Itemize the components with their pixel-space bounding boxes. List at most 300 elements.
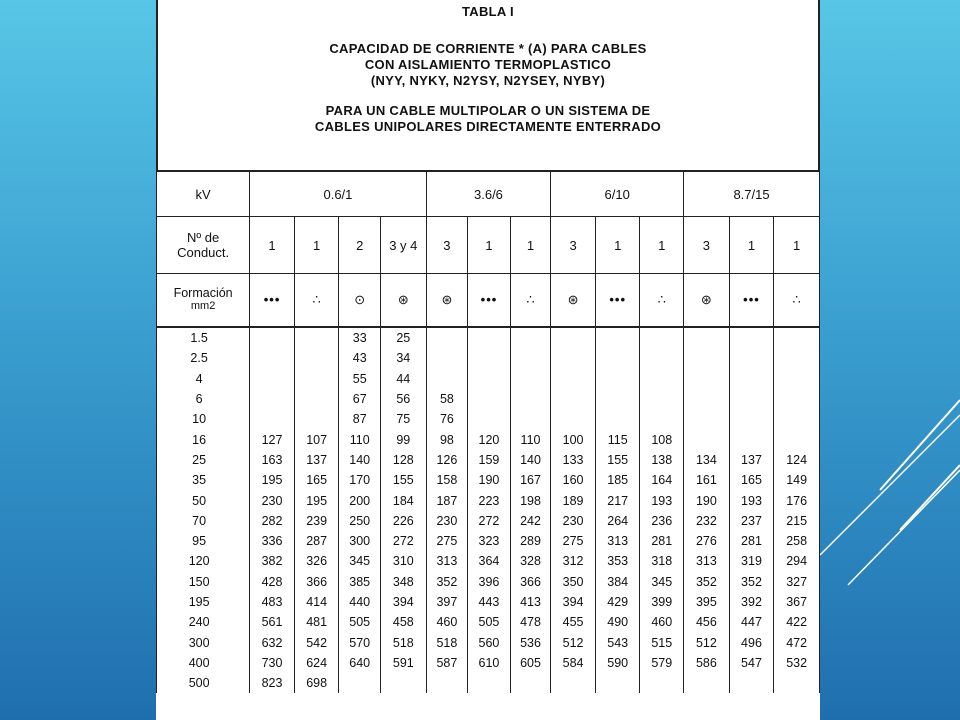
ampacity-cell: 483 [250, 592, 295, 612]
ampacity-cell: 310 [380, 551, 426, 571]
ampacity-cell: 313 [684, 551, 730, 571]
ampacity-cell: 591 [380, 653, 426, 673]
ampacity-cell [640, 673, 684, 693]
ampacity-cell [510, 389, 551, 409]
ampacity-cell: 160 [551, 470, 596, 490]
ampacity-cell [551, 348, 596, 368]
ampacity-cell: 345 [640, 572, 684, 592]
ampacity-cell: 242 [510, 511, 551, 531]
conductor-count-cell: 3 [426, 217, 468, 274]
document-title [158, 41, 818, 89]
ampacity-cell: 698 [294, 673, 339, 693]
ampacity-cell [380, 673, 426, 693]
ampacity-cell: 258 [774, 531, 820, 551]
ampacity-cell: 542 [294, 632, 339, 652]
ampacity-cell [426, 369, 468, 389]
ampacity-cell [294, 348, 339, 368]
ampacity-cell: 300 [339, 531, 381, 551]
ampacity-cell: 352 [426, 572, 468, 592]
ampacity-cell: 137 [729, 450, 774, 470]
ampacity-cell [510, 369, 551, 389]
ampacity-cell [684, 409, 730, 429]
ampacity-cell: 515 [640, 632, 684, 652]
title-line-3: (NYY, NYKY, N2YSY, N2YSEY, NYBY) [370, 73, 606, 88]
section-mm2-cell: 4 [157, 369, 250, 389]
table-row [157, 470, 820, 490]
ampacity-cell: 193 [729, 490, 774, 510]
ampacity-cell: 232 [684, 511, 730, 531]
table-label: TABLA I [462, 4, 514, 19]
table-row [157, 369, 820, 389]
ampacity-cell: 532 [774, 653, 820, 673]
ampacity-cell: 276 [684, 531, 730, 551]
table-row [157, 551, 820, 571]
ampacity-cell: 33 [339, 327, 381, 348]
ampacity-cell: 239 [294, 511, 339, 531]
ampacity-cell: 584 [551, 653, 596, 673]
ampacity-cell [468, 348, 511, 368]
section-mm2-cell: 35 [157, 470, 250, 490]
table-row [157, 348, 820, 368]
section-mm2-cell: 16 [157, 429, 250, 449]
ampacity-cell [729, 327, 774, 348]
formation-cell [684, 274, 730, 328]
formation-cell [640, 274, 684, 328]
formation-label-line-1: Formación [173, 286, 233, 300]
multi-core-icon: ⊛ [397, 292, 409, 307]
section-mm2-cell: 240 [157, 612, 250, 632]
ampacity-cell: 590 [595, 653, 640, 673]
ampacity-cell: 76 [426, 409, 468, 429]
ampacity-cell [640, 369, 684, 389]
ampacity-cell: 632 [250, 632, 295, 652]
formation-cell [774, 274, 820, 328]
ampacity-cell: 155 [595, 450, 640, 470]
ampacity-cell: 170 [339, 470, 381, 490]
ampacity-cell: 587 [426, 653, 468, 673]
ampacity-cell: 115 [595, 429, 640, 449]
ampacity-cell [339, 673, 381, 693]
conductor-count-cell: 1 [640, 217, 684, 274]
ampacity-cell: 198 [510, 490, 551, 510]
conductor-count-cell: 1 [729, 217, 774, 274]
ampacity-cell [684, 327, 730, 348]
conductor-count-cell: 3 [551, 217, 596, 274]
ampacity-cell: 138 [640, 450, 684, 470]
formation-row [157, 274, 820, 328]
ampacity-cell: 319 [729, 551, 774, 571]
ampacity-cell [250, 369, 295, 389]
ampacity-cell: 140 [339, 450, 381, 470]
ampacity-cell: 560 [468, 632, 511, 652]
ampacity-cell: 289 [510, 531, 551, 551]
ampacity-cell [729, 409, 774, 429]
ampacity-cell: 447 [729, 612, 774, 632]
ampacity-cell: 127 [250, 429, 295, 449]
subtitle-line-2: CABLES UNIPOLARES DIRECTAMENTE ENTERRADO [314, 119, 662, 134]
ampacity-cell: 352 [729, 572, 774, 592]
ampacity-cell: 536 [510, 632, 551, 652]
kv-label: kV [157, 171, 250, 217]
ampacity-cell [684, 348, 730, 368]
ampacity-cell: 579 [640, 653, 684, 673]
ampacity-cell: 327 [774, 572, 820, 592]
ampacity-cell: 505 [339, 612, 381, 632]
ampacity-cell [468, 389, 511, 409]
ampacity-cell: 730 [250, 653, 295, 673]
ampacity-cell: 312 [551, 551, 596, 571]
ampacity-cell: 55 [339, 369, 381, 389]
voltage-row [157, 171, 820, 217]
ampacity-cell: 345 [339, 551, 381, 571]
ampacity-cell: 481 [294, 612, 339, 632]
ampacity-cell: 624 [294, 653, 339, 673]
conductors-label-line-1: Nº de [187, 230, 220, 245]
section-mm2-cell: 150 [157, 572, 250, 592]
ampacity-cell [250, 348, 295, 368]
ampacity-cell: 176 [774, 490, 820, 510]
ampacity-cell [729, 673, 774, 693]
ampacity-cell: 367 [774, 592, 820, 612]
ampacity-cell: 364 [468, 551, 511, 571]
ampacity-cell [595, 348, 640, 368]
conductor-count-cell: 3 y 4 [380, 217, 426, 274]
ampacity-cell: 505 [468, 612, 511, 632]
ampacity-cell: 382 [250, 551, 295, 571]
ampacity-cell [250, 327, 295, 348]
ampacity-cell: 353 [595, 551, 640, 571]
ampacity-cell [294, 369, 339, 389]
ampacity-cell [426, 673, 468, 693]
ampacity-cell: 230 [426, 511, 468, 531]
ampacity-cell [640, 389, 684, 409]
section-mm2-cell: 25 [157, 450, 250, 470]
ampacity-cell: 167 [510, 470, 551, 490]
ampacity-cell: 518 [426, 632, 468, 652]
ampacity-cell [774, 409, 820, 429]
conductor-count-cell: 1 [774, 217, 820, 274]
ampacity-cell: 67 [339, 389, 381, 409]
ampacity-cell: 140 [510, 450, 551, 470]
section-mm2-cell: 400 [157, 653, 250, 673]
ampacity-cell: 87 [339, 409, 381, 429]
conductors-label [157, 217, 250, 274]
ampacity-cell: 237 [729, 511, 774, 531]
ampacity-cell: 230 [250, 490, 295, 510]
ampacity-cell: 223 [468, 490, 511, 510]
ampacity-cell: 395 [684, 592, 730, 612]
scanned-table-document [156, 0, 820, 720]
section-mm2-cell: 300 [157, 632, 250, 652]
conductor-count-cell: 1 [250, 217, 295, 274]
section-mm2-cell: 50 [157, 490, 250, 510]
ampacity-cell: 190 [684, 490, 730, 510]
ampacity-cell: 128 [380, 450, 426, 470]
ampacity-cell: 478 [510, 612, 551, 632]
decorative-lines [820, 0, 960, 720]
flat-icon: ••• [609, 292, 627, 307]
table-row [157, 490, 820, 510]
conductors-row [157, 217, 820, 274]
ampacity-cell: 512 [684, 632, 730, 652]
ampacity-cell [468, 369, 511, 389]
section-mm2-cell: 95 [157, 531, 250, 551]
ampacity-cell: 110 [339, 429, 381, 449]
ampacity-cell [595, 409, 640, 429]
document-header [156, 0, 820, 170]
ampacity-cell [684, 673, 730, 693]
ampacity-cell [684, 429, 730, 449]
ampacity-cell: 56 [380, 389, 426, 409]
ampacity-cell [250, 409, 295, 429]
ampacity-cell: 294 [774, 551, 820, 571]
conductor-count-cell: 1 [595, 217, 640, 274]
ampacity-cell: 100 [551, 429, 596, 449]
conductor-count-cell: 1 [510, 217, 551, 274]
ampacity-cell: 561 [250, 612, 295, 632]
ampacity-cell [468, 327, 511, 348]
ampacity-cell: 155 [380, 470, 426, 490]
document-subtitle [158, 103, 818, 135]
ampacity-cell: 547 [729, 653, 774, 673]
ampacity-cell: 193 [640, 490, 684, 510]
ampacity-cell: 352 [684, 572, 730, 592]
ampacity-cell: 195 [250, 470, 295, 490]
ampacity-cell: 137 [294, 450, 339, 470]
ampacity-cell [468, 673, 511, 693]
conductor-count-cell: 3 [684, 217, 730, 274]
formation-cell [729, 274, 774, 328]
ampacity-cell [640, 409, 684, 429]
formation-label-line-2: mm2 [190, 300, 216, 312]
ampacity-cell: 394 [380, 592, 426, 612]
ampacity-cell [510, 327, 551, 348]
ampacity-cell: 120 [468, 429, 511, 449]
ampacity-cell [551, 327, 596, 348]
three-core-icon: ⊛ [700, 292, 712, 307]
ampacity-cell: 281 [729, 531, 774, 551]
ampacity-cell [551, 409, 596, 429]
ampacity-cell [729, 348, 774, 368]
formation-cell [380, 274, 426, 328]
ampacity-cell: 275 [426, 531, 468, 551]
table-row [157, 592, 820, 612]
ampacity-cell [595, 327, 640, 348]
ampacity-cell: 149 [774, 470, 820, 490]
section-mm2-cell: 10 [157, 409, 250, 429]
ampacity-cell: 25 [380, 327, 426, 348]
ampacity-cell [640, 327, 684, 348]
ampacity-cell [426, 327, 468, 348]
ampacity-cell: 230 [551, 511, 596, 531]
ampacity-cell [595, 389, 640, 409]
section-mm2-cell: 500 [157, 673, 250, 693]
ampacity-cell: 455 [551, 612, 596, 632]
ampacity-cell: 161 [684, 470, 730, 490]
ampacity-cell [729, 429, 774, 449]
section-mm2-cell: 70 [157, 511, 250, 531]
ampacity-cell: 610 [468, 653, 511, 673]
flat-icon: ••• [743, 292, 760, 307]
ampacity-cell [774, 348, 820, 368]
trefoil-icon: ∴ [657, 292, 666, 307]
section-mm2-cell: 1.5 [157, 327, 250, 348]
ampacity-cell: 413 [510, 592, 551, 612]
ampacity-cell: 392 [729, 592, 774, 612]
ampacity-cell: 215 [774, 511, 820, 531]
ampacity-cell: 264 [595, 511, 640, 531]
ampacity-cell: 217 [595, 490, 640, 510]
formation-cell [426, 274, 468, 328]
formation-cell [294, 274, 339, 328]
twin-core-icon: ⊙ [354, 292, 366, 307]
ampacity-cell: 43 [339, 348, 381, 368]
ampacity-cell [294, 409, 339, 429]
ampacity-cell: 195 [294, 490, 339, 510]
ampacity-cell: 394 [551, 592, 596, 612]
ampacity-cell: 133 [551, 450, 596, 470]
voltage-header: 0.6/1 [250, 171, 426, 217]
ampacity-cell: 165 [729, 470, 774, 490]
ampacity-cell [774, 429, 820, 449]
table-row [157, 389, 820, 409]
ampacity-cell [551, 389, 596, 409]
ampacity-cell: 185 [595, 470, 640, 490]
voltage-header: 6/10 [551, 171, 684, 217]
ampacity-cell: 107 [294, 429, 339, 449]
ampacity-cell: 126 [426, 450, 468, 470]
ampacity-cell [684, 369, 730, 389]
ampacity-cell: 236 [640, 511, 684, 531]
ampacity-cell: 422 [774, 612, 820, 632]
section-mm2-cell: 6 [157, 389, 250, 409]
ampacity-cell [468, 409, 511, 429]
table-row [157, 409, 820, 429]
ampacity-cell [595, 673, 640, 693]
ampacity-cell: 158 [426, 470, 468, 490]
section-mm2-cell: 195 [157, 592, 250, 612]
ampacity-cell: 58 [426, 389, 468, 409]
ampacity-cell: 472 [774, 632, 820, 652]
ampacity-cell: 287 [294, 531, 339, 551]
formation-cell [510, 274, 551, 328]
current-capacity-table [156, 170, 820, 693]
ampacity-cell [551, 369, 596, 389]
table-row [157, 450, 820, 470]
ampacity-cell: 496 [729, 632, 774, 652]
ampacity-cell [774, 369, 820, 389]
table-row [157, 612, 820, 632]
flat-trefoil-icon: ••• [263, 292, 281, 307]
formation-cell [250, 274, 295, 328]
ampacity-cell: 184 [380, 490, 426, 510]
ampacity-cell: 328 [510, 551, 551, 571]
ampacity-cell: 110 [510, 429, 551, 449]
trefoil-icon: ∴ [792, 292, 801, 307]
ampacity-cell: 823 [250, 673, 295, 693]
ampacity-cell: 586 [684, 653, 730, 673]
ampacity-cell [640, 348, 684, 368]
ampacity-cell: 399 [640, 592, 684, 612]
ampacity-cell: 44 [380, 369, 426, 389]
formation-label [157, 274, 250, 328]
ampacity-cell: 429 [595, 592, 640, 612]
ampacity-cell [595, 369, 640, 389]
ampacity-cell: 164 [640, 470, 684, 490]
ampacity-cell: 348 [380, 572, 426, 592]
ampacity-cell: 640 [339, 653, 381, 673]
ampacity-cell [426, 348, 468, 368]
ampacity-cell [510, 409, 551, 429]
ampacity-cell: 456 [684, 612, 730, 632]
ampacity-cell [551, 673, 596, 693]
ampacity-cell: 159 [468, 450, 511, 470]
ampacity-cell: 460 [426, 612, 468, 632]
ampacity-cell [250, 389, 295, 409]
table-row [157, 531, 820, 551]
voltage-header: 3.6/6 [426, 171, 551, 217]
table-row [157, 673, 820, 693]
ampacity-cell: 189 [551, 490, 596, 510]
ampacity-cell [774, 327, 820, 348]
conductor-count-cell: 1 [468, 217, 511, 274]
ampacity-cell: 163 [250, 450, 295, 470]
ampacity-cell: 313 [426, 551, 468, 571]
ampacity-cell [294, 327, 339, 348]
ampacity-cell [510, 673, 551, 693]
ampacity-cell: 318 [640, 551, 684, 571]
ampacity-cell: 385 [339, 572, 381, 592]
ampacity-cell [510, 348, 551, 368]
conductor-count-cell: 1 [294, 217, 339, 274]
ampacity-cell: 99 [380, 429, 426, 449]
conductor-count-cell: 2 [339, 217, 381, 274]
ampacity-cell: 200 [339, 490, 381, 510]
ampacity-cell [729, 369, 774, 389]
table-row [157, 511, 820, 531]
ampacity-cell: 543 [595, 632, 640, 652]
title-line-1: CAPACIDAD DE CORRIENTE * (A) PARA CABLES [329, 41, 647, 56]
ampacity-cell: 366 [510, 572, 551, 592]
ampacity-cell: 443 [468, 592, 511, 612]
ampacity-cell: 134 [684, 450, 730, 470]
ampacity-cell: 313 [595, 531, 640, 551]
formation-cell [551, 274, 596, 328]
ampacity-cell: 518 [380, 632, 426, 652]
three-core-icon: ⊛ [441, 292, 453, 307]
ampacity-cell: 414 [294, 592, 339, 612]
flat-icon: ••• [480, 292, 498, 307]
ampacity-cell: 366 [294, 572, 339, 592]
formation-cell [595, 274, 640, 328]
title-line-2: CON AISLAMIENTO TERMOPLASTICO [364, 57, 612, 72]
ampacity-cell: 75 [380, 409, 426, 429]
three-core-icon: ⊛ [567, 292, 579, 307]
ampacity-cell: 124 [774, 450, 820, 470]
ampacity-cell [294, 389, 339, 409]
formation-cell [339, 274, 381, 328]
ampacity-cell: 226 [380, 511, 426, 531]
ampacity-cell: 326 [294, 551, 339, 571]
ampacity-cell: 460 [640, 612, 684, 632]
ampacity-cell [729, 389, 774, 409]
section-mm2-cell: 2.5 [157, 348, 250, 368]
ampacity-cell: 336 [250, 531, 295, 551]
ampacity-cell: 187 [426, 490, 468, 510]
voltage-header: 8.7/15 [684, 171, 820, 217]
trefoil-icon: ∴ [312, 292, 321, 307]
ampacity-cell: 190 [468, 470, 511, 490]
